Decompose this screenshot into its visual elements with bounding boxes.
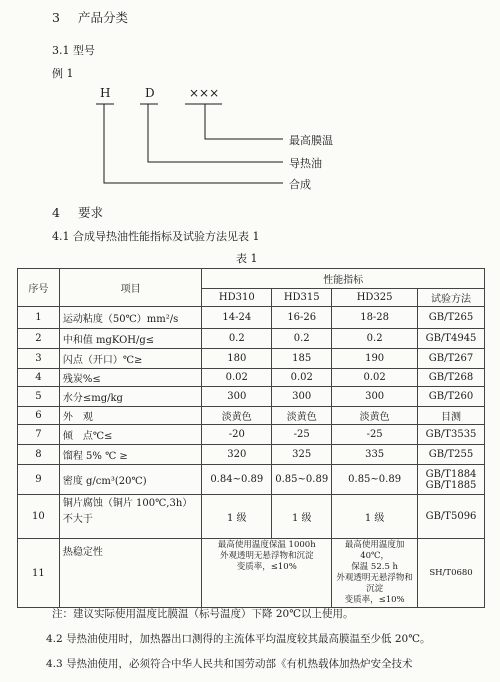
row-value-hd310: 1 级 <box>202 495 272 539</box>
row-no: 4 <box>18 369 60 387</box>
row-value-hd325: 最高使用温度加 40℃， 保温 52.5 h 外观透明无悬浮物和沉淀 变质率，≤10% <box>332 539 418 608</box>
row-method: GB/T268 <box>418 369 485 387</box>
example-label: 例 1 <box>52 67 74 80</box>
row-value-hd315: 1 级 <box>272 495 332 539</box>
section-3-number: 3 <box>52 10 60 25</box>
header-performance: 性能指标 <box>202 269 485 289</box>
row-no: 11 <box>18 539 60 608</box>
table-row <box>18 387 485 407</box>
section-3-1-label: 3.1 型号 <box>52 44 95 57</box>
row-method: GB/T255 <box>418 445 485 465</box>
row-value-hd315: 185 <box>272 349 332 369</box>
row-method: GB/T260 <box>418 387 485 407</box>
row-value-hd310-hd315: 最高使用温度保温 1000h 外观透明无悬浮物和沉淀 变质率，≤10% <box>202 539 332 608</box>
row-value-hd315: 300 <box>272 387 332 407</box>
section-4-number: 4 <box>52 205 60 220</box>
leader-synthetic <box>104 104 283 183</box>
callout-synthetic: 合成 <box>289 178 311 191</box>
row-value-hd310: -20 <box>202 425 272 445</box>
row-value-hd315: 0.02 <box>272 369 332 387</box>
header-hd325: HD325 <box>332 289 418 307</box>
table-row <box>18 407 485 425</box>
row-item: 倾 点℃≤ <box>59 425 201 445</box>
table-row <box>18 307 485 329</box>
row-value-hd310: 淡黄色 <box>202 407 272 425</box>
section-4-title: 要求 <box>77 205 103 220</box>
row-no: 2 <box>18 329 60 349</box>
row-value-hd325: -25 <box>332 425 418 445</box>
row-value-hd325: 1 级 <box>332 495 418 539</box>
row-no: 5 <box>18 387 60 407</box>
header-hd310: HD310 <box>202 289 272 307</box>
row-item: 残炭%≤ <box>59 369 201 387</box>
row-item: 闪点（开口）℃≥ <box>59 349 201 369</box>
row-no: 7 <box>18 425 60 445</box>
row-method: 目测 <box>418 407 485 425</box>
row-item: 馏程 5% ℃ ≥ <box>59 445 201 465</box>
row-item: 运动粘度（50℃）mm²/s <box>59 307 201 329</box>
row-value-hd325: 淡黄色 <box>332 407 418 425</box>
row-value-hd310: 300 <box>202 387 272 407</box>
row-item: 热稳定性 <box>59 539 201 608</box>
row-value-hd310: 0.02 <box>202 369 272 387</box>
row-value-hd325: 300 <box>332 387 418 407</box>
section-4-1-text: 4.1 合成导热油性能指标及试验方法见表 1 <box>52 230 260 243</box>
header-hd315: HD315 <box>272 289 332 307</box>
table-row <box>18 369 485 387</box>
table-caption: 表 1 <box>236 252 258 265</box>
row-method: GB/T267 <box>418 349 485 369</box>
row-value-hd315: 325 <box>272 445 332 465</box>
row-value-hd310: 0.84~0.89 <box>202 465 272 495</box>
leader-heat-oil <box>148 104 283 162</box>
table-row <box>18 329 485 349</box>
callout-heat-oil: 导热油 <box>289 157 322 170</box>
row-value-hd310: 14-24 <box>202 307 272 329</box>
table-row-11 <box>18 539 485 608</box>
section-4-heading <box>52 203 103 221</box>
section-4-2-text: 4.2 导热油使用时，加热器出口测得的主流体平均温度较其最高膜温至少低 20℃。 <box>46 633 431 645</box>
row-value-hd315: 16-26 <box>272 307 332 329</box>
row-no: 8 <box>18 445 60 465</box>
row-value-hd315: 0.2 <box>272 329 332 349</box>
row-value-hd325: 0.02 <box>332 369 418 387</box>
row-value-hd325: 0.2 <box>332 329 418 349</box>
model-letter-d: D <box>145 86 155 100</box>
row-value-hd310: 0.2 <box>202 329 272 349</box>
row-value-hd315: -25 <box>272 425 332 445</box>
row-value-hd315: 淡黄色 <box>272 407 332 425</box>
row-item: 铜片腐蚀（铜片 100℃,3h） 不大于 <box>59 495 201 539</box>
table-row <box>18 445 485 465</box>
row-no: 3 <box>18 349 60 369</box>
row-value-hd310: 320 <box>202 445 272 465</box>
leader-max-film-temp <box>205 104 283 139</box>
model-letter-h: H <box>100 86 111 100</box>
row-no: 6 <box>18 407 60 425</box>
table-note: 注：建议实际使用温度比膜温（标号温度）下降 20℃以上使用。 <box>52 608 354 620</box>
row-item: 中和值 mgKOH/g≤ <box>59 329 201 349</box>
row-item: 密度 g/cm³(20℃) <box>59 465 201 495</box>
table-row <box>18 425 485 445</box>
row-method: GB/T3535 <box>418 425 485 445</box>
callout-max-film-temp: 最高膜温 <box>289 134 333 147</box>
section-3-title: 产品分类 <box>77 10 128 25</box>
model-placeholder-x: ××× <box>189 86 220 100</box>
spec-table <box>17 268 485 608</box>
row-value-hd325: 190 <box>332 349 418 369</box>
row-value-hd310: 180 <box>202 349 272 369</box>
row-no: 9 <box>18 465 60 495</box>
row-method: SH/T0680 <box>418 539 485 608</box>
row-value-hd315: 0.85~0.89 <box>272 465 332 495</box>
header-test-method: 试验方法 <box>418 289 485 307</box>
row-item: 外 观 <box>59 407 201 425</box>
table-row <box>18 495 485 539</box>
row-method: GB/T4945 <box>418 329 485 349</box>
table-row <box>18 465 485 495</box>
row-method: GB/T5096 <box>418 495 485 539</box>
row-no: 1 <box>18 307 60 329</box>
row-method: GB/T265 <box>418 307 485 329</box>
row-item: 水分≤mg/kg <box>59 387 201 407</box>
row-no: 10 <box>18 495 60 539</box>
row-value-hd325: 335 <box>332 445 418 465</box>
row-value-hd325: 0.85~0.89 <box>332 465 418 495</box>
model-code-diagram <box>0 0 500 200</box>
row-method: GB/T1884 GB/T1885 <box>418 465 485 495</box>
row-value-hd325: 18-28 <box>332 307 418 329</box>
table-row <box>18 349 485 369</box>
section-4-3-text: 4.3 导热油使用，必须符合中华人民共和国劳动部《有机热载体加热炉安全技术 <box>46 658 413 670</box>
header-item: 项目 <box>59 269 201 307</box>
header-no: 序号 <box>18 269 60 307</box>
